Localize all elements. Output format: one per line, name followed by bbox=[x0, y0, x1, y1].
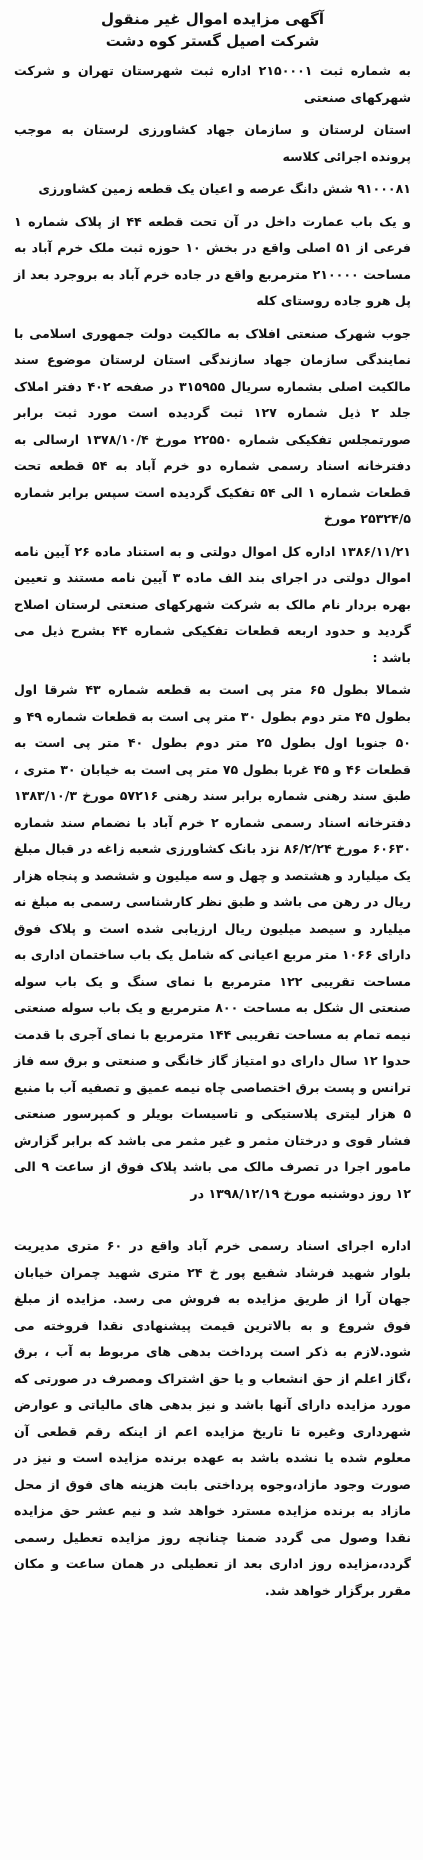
notice-paragraph-property: ۹۱۰۰۰۸۱ شش دانگ عرصه و اعیان یک قطعه زمین کشاورزی bbox=[38, 181, 411, 196]
notice-paragraph-boundaries: شمالا بطول ۶۵ متر پی است به قطعه شماره ۴۳ شرقا اول بطول ۴۵ متر دوم بطول ۳۰ متر پی است به قطعات شماره ۴۹ و ۵۰ جنوبا اول بطول ۲۵ متر دوم بطول ۴۰ متر پی است به قطعات ۴۶ و ۴۵ غربا بطول ۷۵ متر پی است به خیابان ۳۰ متری ، طبق سند رهنی شماره برابر سند رهنی ۵۷۲۱۶ مورخ ۱۳۸۳/۱۰/۳ دفترخانه اسناد رسمی شماره ۲ خرم آباد با نضمام سند شماره ۶۰۶۳۰ مورخ ۸۶/۲/۲۴ نزد بانک کشاورزی شعبه زاغه در قبال مبلغ یک میلیارد و هشتصد و چهل و سه میلیون و ششصد و پنجاه هزار ریال در رهن می باشد و طبق نظر کارشناسی رسمی به مبلغ نه میلیارد و سیصد میلیون ریال ارزیابی شده است و پلاک فوق دارای ۱۰۶۶ متر مربع اعیانی که شامل یک باب ساختمان اداری به مساحت تقریبی ۱۲۲ مترمربع با نمای سنگ و یک باب سوله صنعتی ال شکل به مساحت ۸۰۰ مترمربع و یک باب سوله صنعتی نیمه تمام به مساحت تقریبی ۱۴۴ مترمربع با نمای آجری با قدمت حدوا ۱۲ سال دارای دو امتیاز گاز خانگی و صنعتی و برق سه فاز ترانس و پست برق اختصاصی چاه نیمه عمیق و تصفیه آب با منبع ۵ هزار لیتری پلاستیکی و تاسیسات بویلر و کمپرسور صنعتی فشار قوی و درختان مثمر و غیر مثمر می باشد که برابر گزارش مامور اجرا در تصرف مالک می باشد پلاک فوق از ساعت ۹ الی ۱۲ روز دوشنبه مورخ ۱۳۹۸/۱۲/۱۹ در bbox=[14, 682, 412, 1201]
notice-paragraph-registration: به شماره ثبت ۲۱۵۰۰۰۱ اداره ثبت شهرستان تهران و شرکت شهرکهای صنعتی bbox=[14, 63, 411, 105]
notice-paragraph-conditions: اداره اجرای اسناد رسمی خرم آباد واقع در ۶۰ متری مدیریت بلوار شهید فرشاد شفیع پور خ ۲۴ متری شهید چمران خیابان جهان آرا از طریق مزایده به فروش می رسد. مزایده از مبلغ فوق شروع و به بالاترین قیمت پیشنهادی نقدا فروخته می شود.لازم به ذکر است پرداخت بدهی های مربوط به آب ، برق ،گاز اعلم از حق انشعاب و یا حق اشتراک ومصرف در صورتی که مورد مزایده دارای آنها باشد و نیز بدهی های مالیاتی و عوارض شهرداری وغیره تا تاریخ مزایده اعم از اینکه رقم قطعی آن معلوم شده یا نشده باشد به عهده برنده مزایده است و نیز در صورت وجود مازاد،وجوه پرداختی بابت هزینه های فوق از محل مازاد به برنده مزایده مسترد خواهد شد و نیم عشر حق مزایده نقدا وصول می گردد ضمنا چنانچه روز مزایده تعطیل رسمی گردد،مزایده روز اداری بعد از تعطیلی در همان ساعت و مکان مقرر برگزار خواهد شد. bbox=[14, 1238, 411, 1598]
notice-paragraph-location: و یک باب عمارت داخل در آن تحت قطعه ۴۴ از پلاک شماره ۱ فرعی از ۵۱ اصلی واقع در بخش ۱۰ حوزه ثبت ملک خرم آباد به مساحت ۲۱۰۰۰۰ مترمربع واقع در جاده خرم آباد به بروجرد بعد از پل هرو جاده روستای کله bbox=[14, 213, 412, 308]
notice-title: آگهی مزایده اموال غیر منقول bbox=[100, 10, 325, 28]
notice-paragraph-ownership: جوب شهرک صنعتی افلاک به مالکیت دولت جمهوری اسلامی با نمایندگی سازمان جهاد سازندگی استان لرستان موضوع سند مالکیت اصلی بشماره سریال ۳۱۵۹۵۵ در صفحه ۴۰۲ دفتر املاک جلد ۲ ذیل شماره ۱۲۷ ثبت گردیده است مورد ثبت برابر صورتمجلس تفکیکی شماره ۲۲۵۵۰ مورخ ۱۳۷۸/۱۰/۴ ارسالی به دفترخانه اسناد رسمی شماره دو خرم آباد به ۵۴ قطعه تحت قطعات شماره ۱ الی ۵۴ تفکیک گردیده است سپس برابر شماره ۲۵۳۲۴/۵ مورخ bbox=[14, 325, 411, 526]
notice-paragraph-case: استان لرستان و سازمان جهاد کشاورزی لرستان به موجب پرونده اجرائی کلاسه bbox=[14, 122, 411, 164]
notice-paragraph-amendment: ۱۳۸۶/۱۱/۲۱ اداره کل اموال دولتی و به استناد ماده ۲۶ آیین نامه اموال دولتی در اجرای بند الف ماده ۳ آیین نامه مستند و تعیین بهره بردار نام مالک به شرکت شهرکهای صنعتی لرستان اصلاح گردید و حدود اربعه قطعات تفکیکی شماره ۴۴ بشرح ذیل می باشد : bbox=[14, 543, 411, 665]
notice-subtitle: شرکت اصیل گستر کوه دشت bbox=[105, 32, 320, 50]
